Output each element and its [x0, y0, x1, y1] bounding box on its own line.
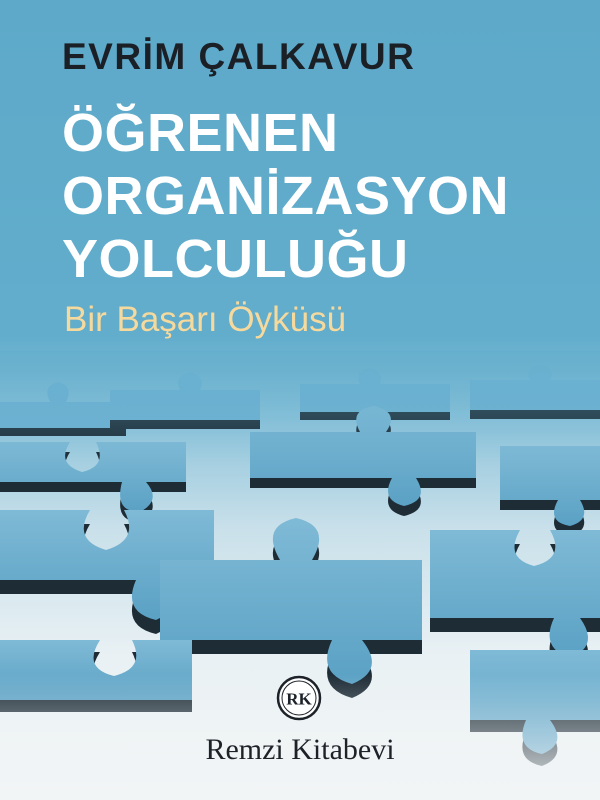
logo-monogram: RK — [286, 689, 312, 709]
title-line-2: ORGANİZASYON — [62, 166, 510, 226]
author-name: EVRİM ÇALKAVUR — [62, 36, 416, 77]
book-subtitle: Bir Başarı Öyküsü — [64, 300, 347, 339]
title-line-1: ÖĞRENEN — [62, 103, 339, 163]
title-line-3: YOLCULUĞU — [62, 229, 409, 289]
publisher-name: Remzi Kitabevi — [205, 733, 395, 766]
publisher-logo — [276, 675, 322, 721]
